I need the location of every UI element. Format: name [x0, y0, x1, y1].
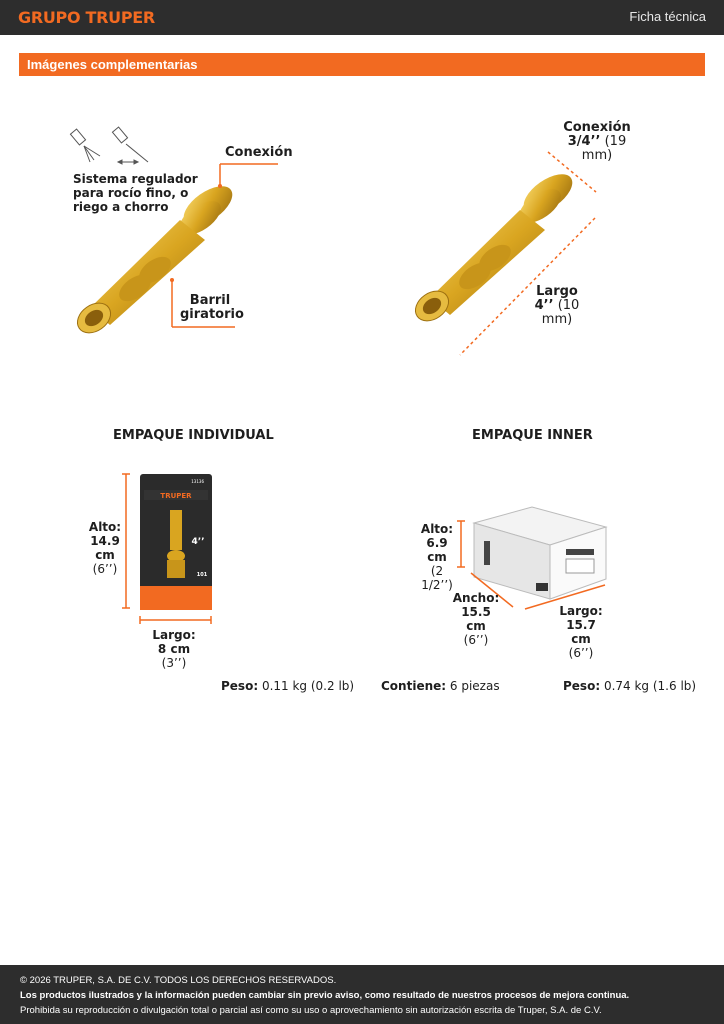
individual-package-title: EMPAQUE INDIVIDUAL [113, 428, 274, 443]
connection-label: Conexión [225, 145, 293, 160]
inner-width-label: Ancho: 15.5 cm (6’’) [452, 591, 500, 647]
card-size: 4’’ [191, 537, 205, 547]
inner-height-label: Alto: 6.9 cm (2 1/2’’) [420, 522, 454, 592]
card-count: 101 [196, 572, 208, 578]
card-code: 13136 [191, 479, 204, 484]
section-title: Imágenes complementarias [27, 57, 198, 72]
top-header-bar [0, 0, 724, 35]
spray-regulator-label: Sistema regulador para rocío fino, o riego a chorro [73, 172, 198, 214]
inner-weight-label: Peso: 0.74 kg (1.6 lb) [563, 679, 697, 693]
footer-copyright: © 2026 TRUPER, S.A. DE C.V. TODOS LOS DERECHOS RESERVADOS. [20, 975, 337, 986]
card-brand: TRUPER [160, 492, 192, 500]
section-header [19, 53, 705, 76]
inner-package-title: EMPAQUE INNER [472, 428, 593, 443]
swivel-barrel-label: Barril giratorio [180, 293, 244, 322]
nozzle-dimension-image [400, 140, 620, 370]
spray-pattern-icon [70, 127, 148, 164]
individual-weight-label: Peso: 0.11 kg (0.2 lb) [221, 679, 355, 693]
document-type-label: Ficha técnica [629, 9, 706, 24]
blister-card-image [140, 474, 212, 610]
individual-height-label: Alto: 14.9 cm (6’’) [88, 520, 122, 576]
brand-logo: GRUPO TRUPER [18, 8, 155, 27]
inner-length-label: Largo: 15.7 cm (6’’) [559, 604, 603, 660]
connection-size-label: Conexión 3/4’’ (19 mm) [563, 120, 631, 163]
footer-prohibition: Prohibida su reproducción o divulgación total o parcial así como su uso o aprovechamiento sin autorización escrita de Truper, S.A. de C.V. [20, 1005, 602, 1016]
footer-notice: Los productos ilustrados y la información pueden cambiar sin previo aviso, como resultado de nuestros procesos de mejora continua. [20, 990, 630, 1001]
individual-length-label: Largo: 8 cm (3’’) [152, 628, 196, 670]
inner-contains-label: Contiene: 6 piezas [381, 679, 500, 693]
length-size-label: Largo 4’’ (10 mm) [534, 284, 580, 327]
footer [0, 965, 724, 1024]
